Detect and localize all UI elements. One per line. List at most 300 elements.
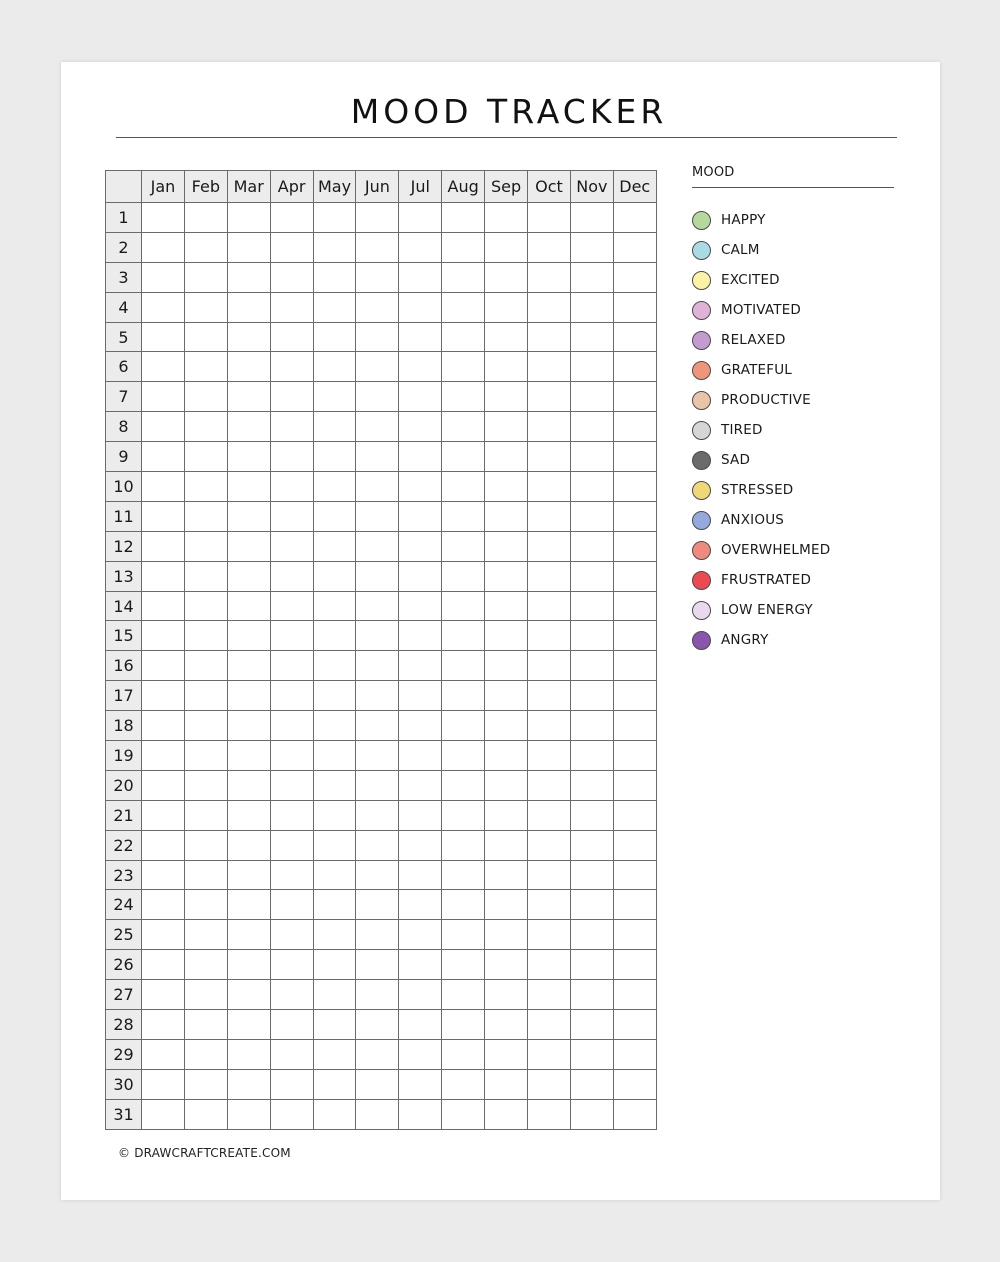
mood-cell-jan-15[interactable] xyxy=(142,621,185,651)
mood-cell-apr-29[interactable] xyxy=(270,1039,313,1069)
mood-cell-nov-25[interactable] xyxy=(570,920,613,950)
mood-cell-apr-24[interactable] xyxy=(270,890,313,920)
mood-cell-jul-13[interactable] xyxy=(399,561,442,591)
mood-cell-sep-17[interactable] xyxy=(485,681,528,711)
mood-cell-nov-8[interactable] xyxy=(570,412,613,442)
mood-cell-aug-9[interactable] xyxy=(442,442,485,472)
mood-cell-apr-2[interactable] xyxy=(270,232,313,262)
mood-cell-nov-31[interactable] xyxy=(570,1099,613,1129)
mood-cell-dec-19[interactable] xyxy=(613,741,656,771)
mood-cell-mar-29[interactable] xyxy=(227,1039,270,1069)
mood-cell-may-28[interactable] xyxy=(313,1010,356,1040)
mood-cell-oct-3[interactable] xyxy=(528,262,571,292)
mood-cell-jun-24[interactable] xyxy=(356,890,399,920)
mood-cell-feb-16[interactable] xyxy=(184,651,227,681)
mood-cell-mar-22[interactable] xyxy=(227,830,270,860)
mood-cell-mar-4[interactable] xyxy=(227,292,270,322)
mood-cell-dec-28[interactable] xyxy=(613,1010,656,1040)
mood-cell-sep-1[interactable] xyxy=(485,203,528,233)
mood-cell-jan-3[interactable] xyxy=(142,262,185,292)
mood-cell-may-26[interactable] xyxy=(313,950,356,980)
mood-cell-feb-17[interactable] xyxy=(184,681,227,711)
mood-cell-jun-22[interactable] xyxy=(356,830,399,860)
mood-cell-oct-29[interactable] xyxy=(528,1039,571,1069)
mood-cell-may-31[interactable] xyxy=(313,1099,356,1129)
mood-cell-aug-7[interactable] xyxy=(442,382,485,412)
mood-cell-aug-6[interactable] xyxy=(442,352,485,382)
mood-cell-dec-21[interactable] xyxy=(613,800,656,830)
mood-cell-jan-9[interactable] xyxy=(142,442,185,472)
mood-cell-may-16[interactable] xyxy=(313,651,356,681)
mood-cell-feb-23[interactable] xyxy=(184,860,227,890)
mood-cell-jun-30[interactable] xyxy=(356,1069,399,1099)
mood-cell-feb-25[interactable] xyxy=(184,920,227,950)
mood-cell-jun-18[interactable] xyxy=(356,711,399,741)
mood-cell-jul-26[interactable] xyxy=(399,950,442,980)
mood-cell-mar-24[interactable] xyxy=(227,890,270,920)
mood-cell-nov-16[interactable] xyxy=(570,651,613,681)
mood-cell-aug-8[interactable] xyxy=(442,412,485,442)
mood-cell-jan-2[interactable] xyxy=(142,232,185,262)
mood-cell-feb-7[interactable] xyxy=(184,382,227,412)
mood-cell-jun-2[interactable] xyxy=(356,232,399,262)
mood-cell-nov-29[interactable] xyxy=(570,1039,613,1069)
mood-cell-nov-1[interactable] xyxy=(570,203,613,233)
mood-cell-jul-6[interactable] xyxy=(399,352,442,382)
mood-cell-jun-16[interactable] xyxy=(356,651,399,681)
mood-cell-sep-13[interactable] xyxy=(485,561,528,591)
mood-cell-sep-5[interactable] xyxy=(485,322,528,352)
mood-cell-nov-3[interactable] xyxy=(570,262,613,292)
mood-cell-jun-4[interactable] xyxy=(356,292,399,322)
mood-cell-dec-5[interactable] xyxy=(613,322,656,352)
mood-cell-jul-31[interactable] xyxy=(399,1099,442,1129)
mood-cell-aug-21[interactable] xyxy=(442,800,485,830)
mood-cell-dec-14[interactable] xyxy=(613,591,656,621)
mood-cell-dec-12[interactable] xyxy=(613,531,656,561)
mood-cell-feb-15[interactable] xyxy=(184,621,227,651)
mood-cell-mar-15[interactable] xyxy=(227,621,270,651)
mood-cell-jun-9[interactable] xyxy=(356,442,399,472)
mood-cell-sep-8[interactable] xyxy=(485,412,528,442)
mood-cell-jun-1[interactable] xyxy=(356,203,399,233)
mood-cell-may-13[interactable] xyxy=(313,561,356,591)
mood-cell-jul-17[interactable] xyxy=(399,681,442,711)
mood-cell-may-9[interactable] xyxy=(313,442,356,472)
mood-cell-aug-26[interactable] xyxy=(442,950,485,980)
mood-cell-mar-16[interactable] xyxy=(227,651,270,681)
mood-cell-dec-30[interactable] xyxy=(613,1069,656,1099)
mood-cell-mar-1[interactable] xyxy=(227,203,270,233)
mood-cell-feb-2[interactable] xyxy=(184,232,227,262)
mood-cell-jan-25[interactable] xyxy=(142,920,185,950)
mood-cell-sep-26[interactable] xyxy=(485,950,528,980)
mood-cell-sep-24[interactable] xyxy=(485,890,528,920)
mood-cell-jan-16[interactable] xyxy=(142,651,185,681)
mood-cell-may-5[interactable] xyxy=(313,322,356,352)
mood-cell-feb-21[interactable] xyxy=(184,800,227,830)
mood-cell-may-7[interactable] xyxy=(313,382,356,412)
mood-cell-jul-15[interactable] xyxy=(399,621,442,651)
mood-cell-mar-28[interactable] xyxy=(227,1010,270,1040)
mood-cell-oct-15[interactable] xyxy=(528,621,571,651)
mood-cell-apr-16[interactable] xyxy=(270,651,313,681)
mood-cell-mar-12[interactable] xyxy=(227,531,270,561)
mood-cell-sep-4[interactable] xyxy=(485,292,528,322)
mood-cell-oct-24[interactable] xyxy=(528,890,571,920)
mood-cell-jan-17[interactable] xyxy=(142,681,185,711)
mood-cell-oct-31[interactable] xyxy=(528,1099,571,1129)
mood-cell-aug-27[interactable] xyxy=(442,980,485,1010)
mood-cell-jun-25[interactable] xyxy=(356,920,399,950)
mood-cell-nov-14[interactable] xyxy=(570,591,613,621)
mood-cell-jul-11[interactable] xyxy=(399,501,442,531)
mood-cell-apr-11[interactable] xyxy=(270,501,313,531)
mood-cell-dec-4[interactable] xyxy=(613,292,656,322)
mood-cell-mar-18[interactable] xyxy=(227,711,270,741)
mood-cell-may-20[interactable] xyxy=(313,770,356,800)
mood-cell-sep-7[interactable] xyxy=(485,382,528,412)
mood-cell-may-17[interactable] xyxy=(313,681,356,711)
mood-cell-dec-20[interactable] xyxy=(613,770,656,800)
mood-cell-dec-8[interactable] xyxy=(613,412,656,442)
mood-cell-jul-30[interactable] xyxy=(399,1069,442,1099)
mood-cell-sep-9[interactable] xyxy=(485,442,528,472)
mood-cell-dec-7[interactable] xyxy=(613,382,656,412)
mood-cell-aug-28[interactable] xyxy=(442,1010,485,1040)
mood-cell-sep-14[interactable] xyxy=(485,591,528,621)
mood-cell-sep-29[interactable] xyxy=(485,1039,528,1069)
mood-cell-nov-7[interactable] xyxy=(570,382,613,412)
mood-cell-may-12[interactable] xyxy=(313,531,356,561)
mood-cell-feb-13[interactable] xyxy=(184,561,227,591)
mood-cell-jul-14[interactable] xyxy=(399,591,442,621)
mood-cell-jan-20[interactable] xyxy=(142,770,185,800)
mood-cell-mar-19[interactable] xyxy=(227,741,270,771)
mood-cell-jul-28[interactable] xyxy=(399,1010,442,1040)
mood-cell-sep-20[interactable] xyxy=(485,770,528,800)
mood-cell-oct-18[interactable] xyxy=(528,711,571,741)
mood-cell-jan-28[interactable] xyxy=(142,1010,185,1040)
mood-cell-jun-3[interactable] xyxy=(356,262,399,292)
mood-cell-jun-29[interactable] xyxy=(356,1039,399,1069)
mood-cell-apr-17[interactable] xyxy=(270,681,313,711)
mood-cell-oct-23[interactable] xyxy=(528,860,571,890)
mood-cell-jan-7[interactable] xyxy=(142,382,185,412)
mood-cell-jul-9[interactable] xyxy=(399,442,442,472)
mood-cell-may-3[interactable] xyxy=(313,262,356,292)
mood-cell-oct-21[interactable] xyxy=(528,800,571,830)
mood-cell-oct-4[interactable] xyxy=(528,292,571,322)
mood-cell-nov-9[interactable] xyxy=(570,442,613,472)
mood-cell-apr-31[interactable] xyxy=(270,1099,313,1129)
mood-cell-oct-1[interactable] xyxy=(528,203,571,233)
mood-cell-sep-28[interactable] xyxy=(485,1010,528,1040)
mood-cell-feb-22[interactable] xyxy=(184,830,227,860)
mood-cell-sep-2[interactable] xyxy=(485,232,528,262)
mood-cell-jan-23[interactable] xyxy=(142,860,185,890)
mood-cell-nov-18[interactable] xyxy=(570,711,613,741)
mood-cell-apr-19[interactable] xyxy=(270,741,313,771)
mood-cell-feb-8[interactable] xyxy=(184,412,227,442)
mood-cell-sep-31[interactable] xyxy=(485,1099,528,1129)
mood-cell-jan-18[interactable] xyxy=(142,711,185,741)
mood-cell-apr-4[interactable] xyxy=(270,292,313,322)
mood-cell-aug-29[interactable] xyxy=(442,1039,485,1069)
mood-cell-jan-10[interactable] xyxy=(142,472,185,502)
mood-cell-sep-3[interactable] xyxy=(485,262,528,292)
mood-cell-sep-12[interactable] xyxy=(485,531,528,561)
mood-cell-may-14[interactable] xyxy=(313,591,356,621)
mood-cell-aug-5[interactable] xyxy=(442,322,485,352)
mood-cell-jul-5[interactable] xyxy=(399,322,442,352)
mood-cell-aug-15[interactable] xyxy=(442,621,485,651)
mood-cell-mar-5[interactable] xyxy=(227,322,270,352)
mood-cell-apr-7[interactable] xyxy=(270,382,313,412)
mood-cell-jul-29[interactable] xyxy=(399,1039,442,1069)
mood-cell-may-27[interactable] xyxy=(313,980,356,1010)
mood-cell-jun-26[interactable] xyxy=(356,950,399,980)
mood-cell-sep-22[interactable] xyxy=(485,830,528,860)
mood-cell-mar-7[interactable] xyxy=(227,382,270,412)
mood-cell-aug-3[interactable] xyxy=(442,262,485,292)
mood-cell-dec-17[interactable] xyxy=(613,681,656,711)
mood-cell-apr-21[interactable] xyxy=(270,800,313,830)
mood-cell-sep-15[interactable] xyxy=(485,621,528,651)
mood-cell-feb-18[interactable] xyxy=(184,711,227,741)
mood-cell-aug-10[interactable] xyxy=(442,472,485,502)
mood-cell-dec-29[interactable] xyxy=(613,1039,656,1069)
mood-cell-dec-1[interactable] xyxy=(613,203,656,233)
mood-cell-oct-14[interactable] xyxy=(528,591,571,621)
mood-cell-apr-27[interactable] xyxy=(270,980,313,1010)
mood-cell-mar-11[interactable] xyxy=(227,501,270,531)
mood-cell-jun-23[interactable] xyxy=(356,860,399,890)
mood-cell-mar-20[interactable] xyxy=(227,770,270,800)
mood-cell-may-1[interactable] xyxy=(313,203,356,233)
mood-cell-aug-31[interactable] xyxy=(442,1099,485,1129)
mood-cell-mar-3[interactable] xyxy=(227,262,270,292)
mood-cell-nov-6[interactable] xyxy=(570,352,613,382)
mood-cell-mar-26[interactable] xyxy=(227,950,270,980)
mood-cell-aug-4[interactable] xyxy=(442,292,485,322)
mood-cell-dec-9[interactable] xyxy=(613,442,656,472)
mood-cell-dec-6[interactable] xyxy=(613,352,656,382)
mood-cell-sep-10[interactable] xyxy=(485,472,528,502)
mood-cell-mar-10[interactable] xyxy=(227,472,270,502)
mood-cell-jun-14[interactable] xyxy=(356,591,399,621)
mood-cell-oct-12[interactable] xyxy=(528,531,571,561)
mood-cell-apr-1[interactable] xyxy=(270,203,313,233)
mood-cell-apr-26[interactable] xyxy=(270,950,313,980)
mood-cell-aug-25[interactable] xyxy=(442,920,485,950)
mood-cell-mar-23[interactable] xyxy=(227,860,270,890)
mood-cell-dec-10[interactable] xyxy=(613,472,656,502)
mood-cell-may-30[interactable] xyxy=(313,1069,356,1099)
mood-cell-mar-27[interactable] xyxy=(227,980,270,1010)
mood-cell-jan-11[interactable] xyxy=(142,501,185,531)
mood-cell-sep-18[interactable] xyxy=(485,711,528,741)
mood-cell-aug-14[interactable] xyxy=(442,591,485,621)
mood-cell-dec-16[interactable] xyxy=(613,651,656,681)
mood-cell-jul-22[interactable] xyxy=(399,830,442,860)
mood-cell-jun-31[interactable] xyxy=(356,1099,399,1129)
mood-cell-oct-30[interactable] xyxy=(528,1069,571,1099)
mood-cell-apr-18[interactable] xyxy=(270,711,313,741)
mood-cell-jul-20[interactable] xyxy=(399,770,442,800)
mood-cell-mar-25[interactable] xyxy=(227,920,270,950)
mood-cell-apr-22[interactable] xyxy=(270,830,313,860)
mood-cell-sep-23[interactable] xyxy=(485,860,528,890)
mood-cell-jan-30[interactable] xyxy=(142,1069,185,1099)
mood-cell-nov-27[interactable] xyxy=(570,980,613,1010)
mood-cell-jan-19[interactable] xyxy=(142,741,185,771)
mood-cell-nov-19[interactable] xyxy=(570,741,613,771)
mood-cell-mar-13[interactable] xyxy=(227,561,270,591)
mood-cell-jan-5[interactable] xyxy=(142,322,185,352)
mood-cell-feb-14[interactable] xyxy=(184,591,227,621)
mood-cell-oct-20[interactable] xyxy=(528,770,571,800)
mood-cell-jul-18[interactable] xyxy=(399,711,442,741)
mood-cell-nov-28[interactable] xyxy=(570,1010,613,1040)
mood-cell-jul-24[interactable] xyxy=(399,890,442,920)
mood-cell-feb-31[interactable] xyxy=(184,1099,227,1129)
mood-cell-may-22[interactable] xyxy=(313,830,356,860)
mood-cell-oct-6[interactable] xyxy=(528,352,571,382)
mood-cell-aug-11[interactable] xyxy=(442,501,485,531)
mood-cell-sep-27[interactable] xyxy=(485,980,528,1010)
mood-cell-feb-28[interactable] xyxy=(184,1010,227,1040)
mood-cell-mar-8[interactable] xyxy=(227,412,270,442)
mood-cell-feb-26[interactable] xyxy=(184,950,227,980)
mood-cell-apr-28[interactable] xyxy=(270,1010,313,1040)
mood-cell-jul-12[interactable] xyxy=(399,531,442,561)
mood-cell-nov-22[interactable] xyxy=(570,830,613,860)
mood-cell-feb-10[interactable] xyxy=(184,472,227,502)
mood-cell-jan-6[interactable] xyxy=(142,352,185,382)
mood-cell-may-24[interactable] xyxy=(313,890,356,920)
mood-cell-feb-4[interactable] xyxy=(184,292,227,322)
mood-cell-dec-23[interactable] xyxy=(613,860,656,890)
mood-cell-aug-13[interactable] xyxy=(442,561,485,591)
mood-cell-jun-15[interactable] xyxy=(356,621,399,651)
mood-cell-apr-6[interactable] xyxy=(270,352,313,382)
mood-cell-sep-11[interactable] xyxy=(485,501,528,531)
mood-cell-oct-9[interactable] xyxy=(528,442,571,472)
mood-cell-sep-21[interactable] xyxy=(485,800,528,830)
mood-cell-jan-12[interactable] xyxy=(142,531,185,561)
mood-cell-sep-25[interactable] xyxy=(485,920,528,950)
mood-cell-oct-11[interactable] xyxy=(528,501,571,531)
mood-cell-may-18[interactable] xyxy=(313,711,356,741)
mood-cell-jul-3[interactable] xyxy=(399,262,442,292)
mood-cell-dec-2[interactable] xyxy=(613,232,656,262)
mood-cell-mar-17[interactable] xyxy=(227,681,270,711)
mood-cell-aug-30[interactable] xyxy=(442,1069,485,1099)
mood-cell-oct-13[interactable] xyxy=(528,561,571,591)
mood-cell-jun-17[interactable] xyxy=(356,681,399,711)
mood-cell-jan-14[interactable] xyxy=(142,591,185,621)
mood-cell-aug-17[interactable] xyxy=(442,681,485,711)
mood-cell-jun-7[interactable] xyxy=(356,382,399,412)
mood-cell-jul-21[interactable] xyxy=(399,800,442,830)
mood-cell-dec-13[interactable] xyxy=(613,561,656,591)
mood-cell-jan-29[interactable] xyxy=(142,1039,185,1069)
mood-cell-jan-13[interactable] xyxy=(142,561,185,591)
mood-cell-jun-13[interactable] xyxy=(356,561,399,591)
mood-cell-sep-19[interactable] xyxy=(485,741,528,771)
mood-cell-may-6[interactable] xyxy=(313,352,356,382)
mood-cell-feb-24[interactable] xyxy=(184,890,227,920)
mood-cell-mar-6[interactable] xyxy=(227,352,270,382)
mood-cell-jul-16[interactable] xyxy=(399,651,442,681)
mood-cell-jan-21[interactable] xyxy=(142,800,185,830)
mood-cell-dec-18[interactable] xyxy=(613,711,656,741)
mood-cell-nov-26[interactable] xyxy=(570,950,613,980)
mood-cell-dec-11[interactable] xyxy=(613,501,656,531)
mood-cell-feb-27[interactable] xyxy=(184,980,227,1010)
mood-cell-mar-2[interactable] xyxy=(227,232,270,262)
mood-cell-feb-3[interactable] xyxy=(184,262,227,292)
mood-cell-dec-25[interactable] xyxy=(613,920,656,950)
mood-cell-jun-21[interactable] xyxy=(356,800,399,830)
mood-cell-mar-31[interactable] xyxy=(227,1099,270,1129)
mood-cell-nov-11[interactable] xyxy=(570,501,613,531)
mood-cell-aug-20[interactable] xyxy=(442,770,485,800)
mood-cell-may-23[interactable] xyxy=(313,860,356,890)
mood-cell-may-8[interactable] xyxy=(313,412,356,442)
mood-cell-aug-19[interactable] xyxy=(442,741,485,771)
mood-cell-nov-24[interactable] xyxy=(570,890,613,920)
mood-cell-apr-12[interactable] xyxy=(270,531,313,561)
mood-cell-apr-13[interactable] xyxy=(270,561,313,591)
mood-cell-jun-20[interactable] xyxy=(356,770,399,800)
mood-cell-oct-19[interactable] xyxy=(528,741,571,771)
mood-cell-jul-25[interactable] xyxy=(399,920,442,950)
mood-cell-nov-13[interactable] xyxy=(570,561,613,591)
mood-cell-may-10[interactable] xyxy=(313,472,356,502)
mood-cell-feb-11[interactable] xyxy=(184,501,227,531)
mood-cell-jun-8[interactable] xyxy=(356,412,399,442)
mood-cell-nov-15[interactable] xyxy=(570,621,613,651)
mood-cell-jan-26[interactable] xyxy=(142,950,185,980)
mood-cell-may-19[interactable] xyxy=(313,741,356,771)
mood-cell-aug-1[interactable] xyxy=(442,203,485,233)
mood-cell-oct-22[interactable] xyxy=(528,830,571,860)
mood-cell-dec-24[interactable] xyxy=(613,890,656,920)
mood-cell-jul-27[interactable] xyxy=(399,980,442,1010)
mood-cell-may-25[interactable] xyxy=(313,920,356,950)
mood-cell-oct-17[interactable] xyxy=(528,681,571,711)
mood-cell-feb-19[interactable] xyxy=(184,741,227,771)
mood-cell-jul-10[interactable] xyxy=(399,472,442,502)
mood-cell-oct-8[interactable] xyxy=(528,412,571,442)
mood-cell-nov-23[interactable] xyxy=(570,860,613,890)
mood-cell-feb-20[interactable] xyxy=(184,770,227,800)
mood-cell-apr-15[interactable] xyxy=(270,621,313,651)
mood-cell-dec-26[interactable] xyxy=(613,950,656,980)
mood-cell-jan-31[interactable] xyxy=(142,1099,185,1129)
mood-cell-aug-18[interactable] xyxy=(442,711,485,741)
mood-cell-mar-30[interactable] xyxy=(227,1069,270,1099)
mood-cell-sep-6[interactable] xyxy=(485,352,528,382)
mood-cell-oct-16[interactable] xyxy=(528,651,571,681)
mood-cell-apr-9[interactable] xyxy=(270,442,313,472)
mood-cell-nov-10[interactable] xyxy=(570,472,613,502)
mood-cell-jan-22[interactable] xyxy=(142,830,185,860)
mood-cell-aug-2[interactable] xyxy=(442,232,485,262)
mood-cell-mar-21[interactable] xyxy=(227,800,270,830)
